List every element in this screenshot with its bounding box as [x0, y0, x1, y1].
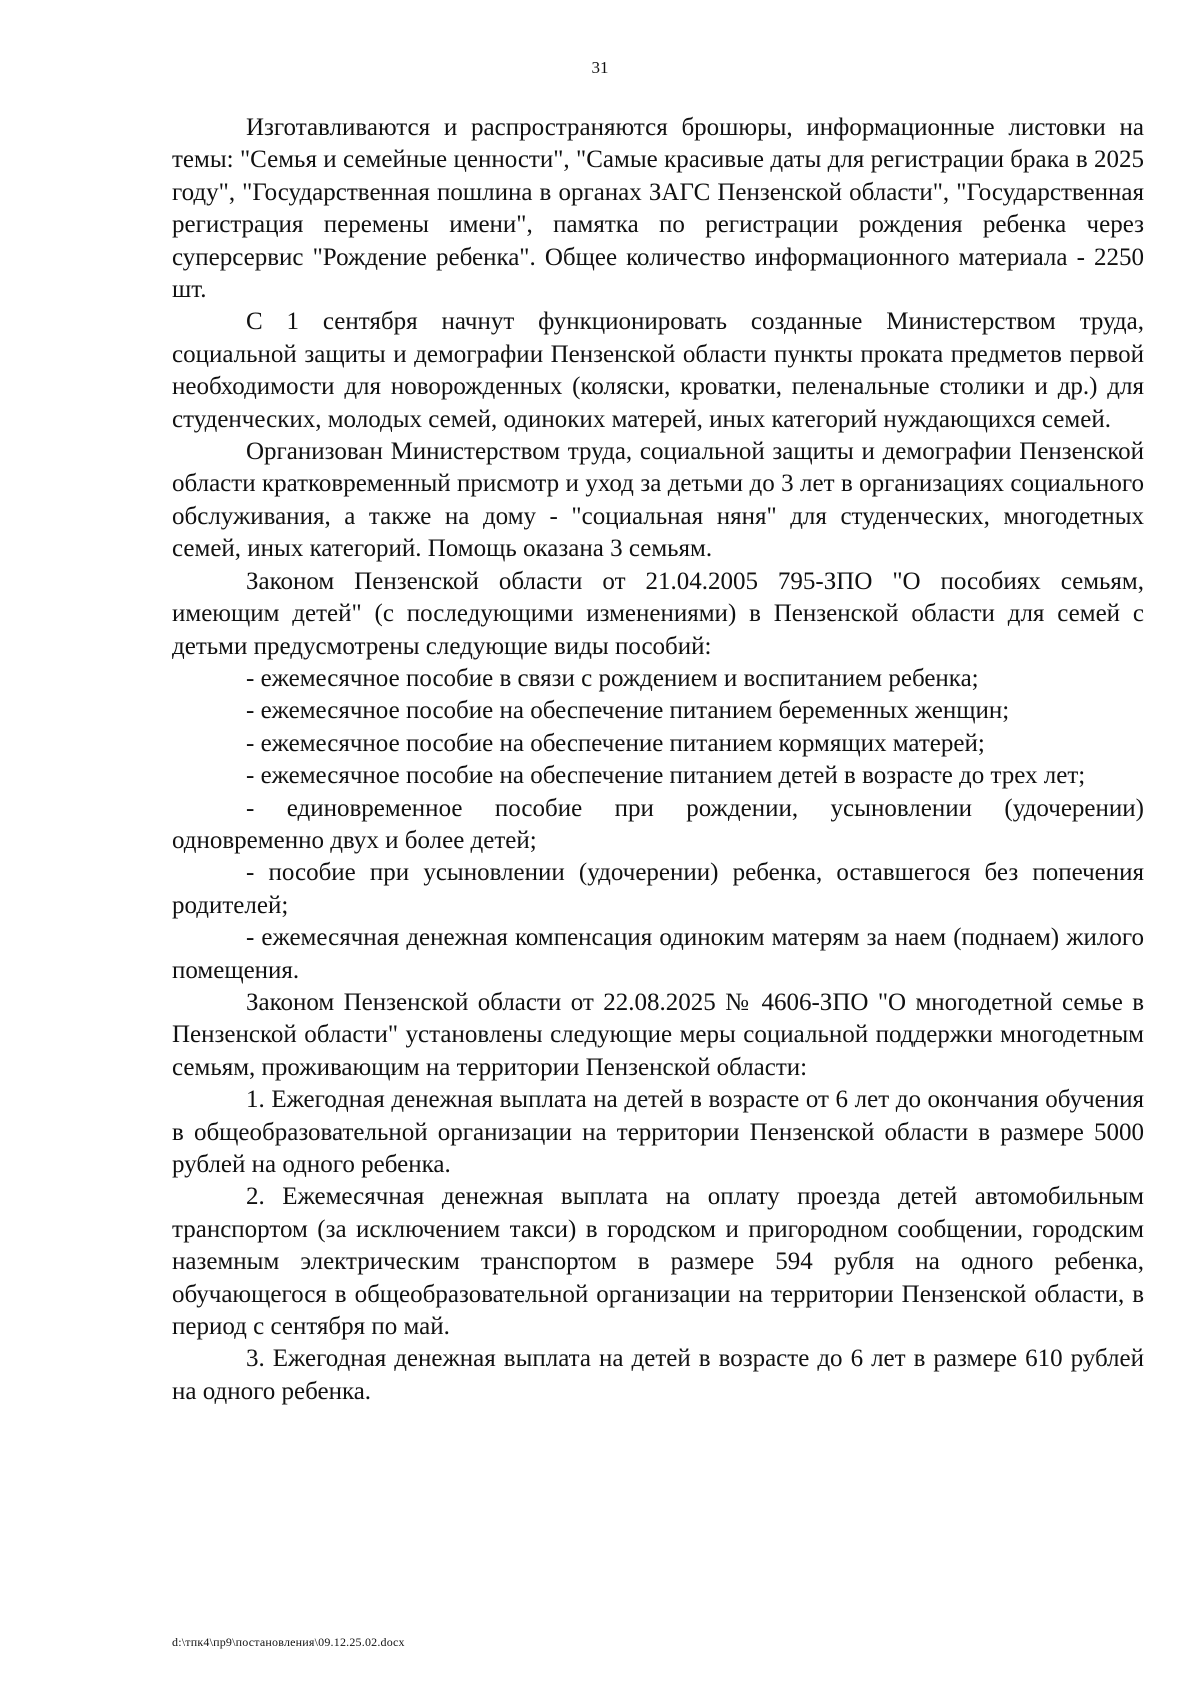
list-item-benefit: - ежемесячное пособие в связи с рождением и воспитанием ребенка; [246, 664, 979, 692]
document-body [172, 112, 1144, 1408]
paragraph-social-nanny: Организован Министерством труда, социальной защиты и демографии Пензенской области кратковременный присмотр и уход за детьми до 3 лет в организациях социального обслуживания, а также на дому - "социальная няня" для студенческих, многодетных семей, иных категорий. Помощь оказана 3 семьям. [172, 438, 1144, 563]
list-item-benefit: - пособие при усыновлении (удочерении) ребенка, оставшегося без попечения родителей; [172, 859, 1144, 919]
paragraph-brochures: Изготавливаются и распространяются брошюры, информационные листовки на темы: "Семья и семейные ценности", "Самые красивые даты для регистрации брака в 2025 году", "Государственная пошлина в органах ЗАГС Пензенской области", "Государственная регистрация перемены имени", памятка по регистрации рождения ребенка через суперсервис "Рождение ребенка". Общее количество информационного материала - 2250 шт. [172, 114, 1144, 304]
paragraph-benefits-law: Законом Пензенской области от 21.04.2005 795-ЗПО "О пособиях семьям, имеющим детей" (с последующими изменениями) в Пензенской области для семей с детьми предусмотрены следующие виды пособий: [172, 567, 1144, 660]
list-item-benefit: - ежемесячное пособие на обеспечение питанием кормящих матерей; [246, 729, 985, 757]
footer-file-path: d:\тпк4\пр9\постановления\09.12.25.02.docx [172, 1635, 405, 1649]
paragraph-large-family-law: Законом Пензенской области от 22.08.2025 № 4606-ЗПО "О многодетной семье в Пензенской области" установлены следующие меры социальной поддержки многодетным семьям, проживающим на территории Пензенской области: [172, 988, 1144, 1081]
list-item-benefit: - ежемесячное пособие на обеспечение питанием беременных женщин; [246, 697, 1010, 725]
list-item-benefit: - единовременное пособие при рождении, усыновлении (удочерении) одновременно двух и более детей; [172, 794, 1144, 854]
page-number: 31 [591, 58, 609, 77]
paragraph-rental-points: С 1 сентября начнут функционировать созданные Министерством труда, социальной защиты и демографии Пензенской области пункты проката предметов первой необходимости для новорожденных (коляски, кроватки, пеленальные столики и др.) для студенческих, молодых семей, одиноких матерей, иных категорий нуждающихся семей. [172, 308, 1144, 433]
list-item-benefit: - ежемесячное пособие на обеспечение питанием детей в возрасте до трех лет; [246, 762, 1086, 790]
list-item-measure: 3. Ежегодная денежная выплата на детей в возрасте до 6 лет в размере 610 рублей на одного ребенка. [172, 1345, 1144, 1405]
list-item-measure: 2. Ежемесячная денежная выплата на оплату проезда детей автомобильным транспортом (за исключением такси) в городском и пригородном сообщении, городским наземным электрическим транспортом в размере 594 рубля на одного ребенка, обучающегося в общеобразовательной организации на территории Пензенской области, в период с сентября по май. [172, 1183, 1144, 1341]
list-item-benefit: - ежемесячная денежная компенсация одиноким матерям за наем (поднаем) жилого помещения. [172, 924, 1144, 984]
list-item-measure: 1. Ежегодная денежная выплата на детей в возрасте от 6 лет до окончания обучения в общеобразовательной организации на территории Пензенской области в размере 5000 рублей на одного ребенка. [172, 1086, 1144, 1178]
